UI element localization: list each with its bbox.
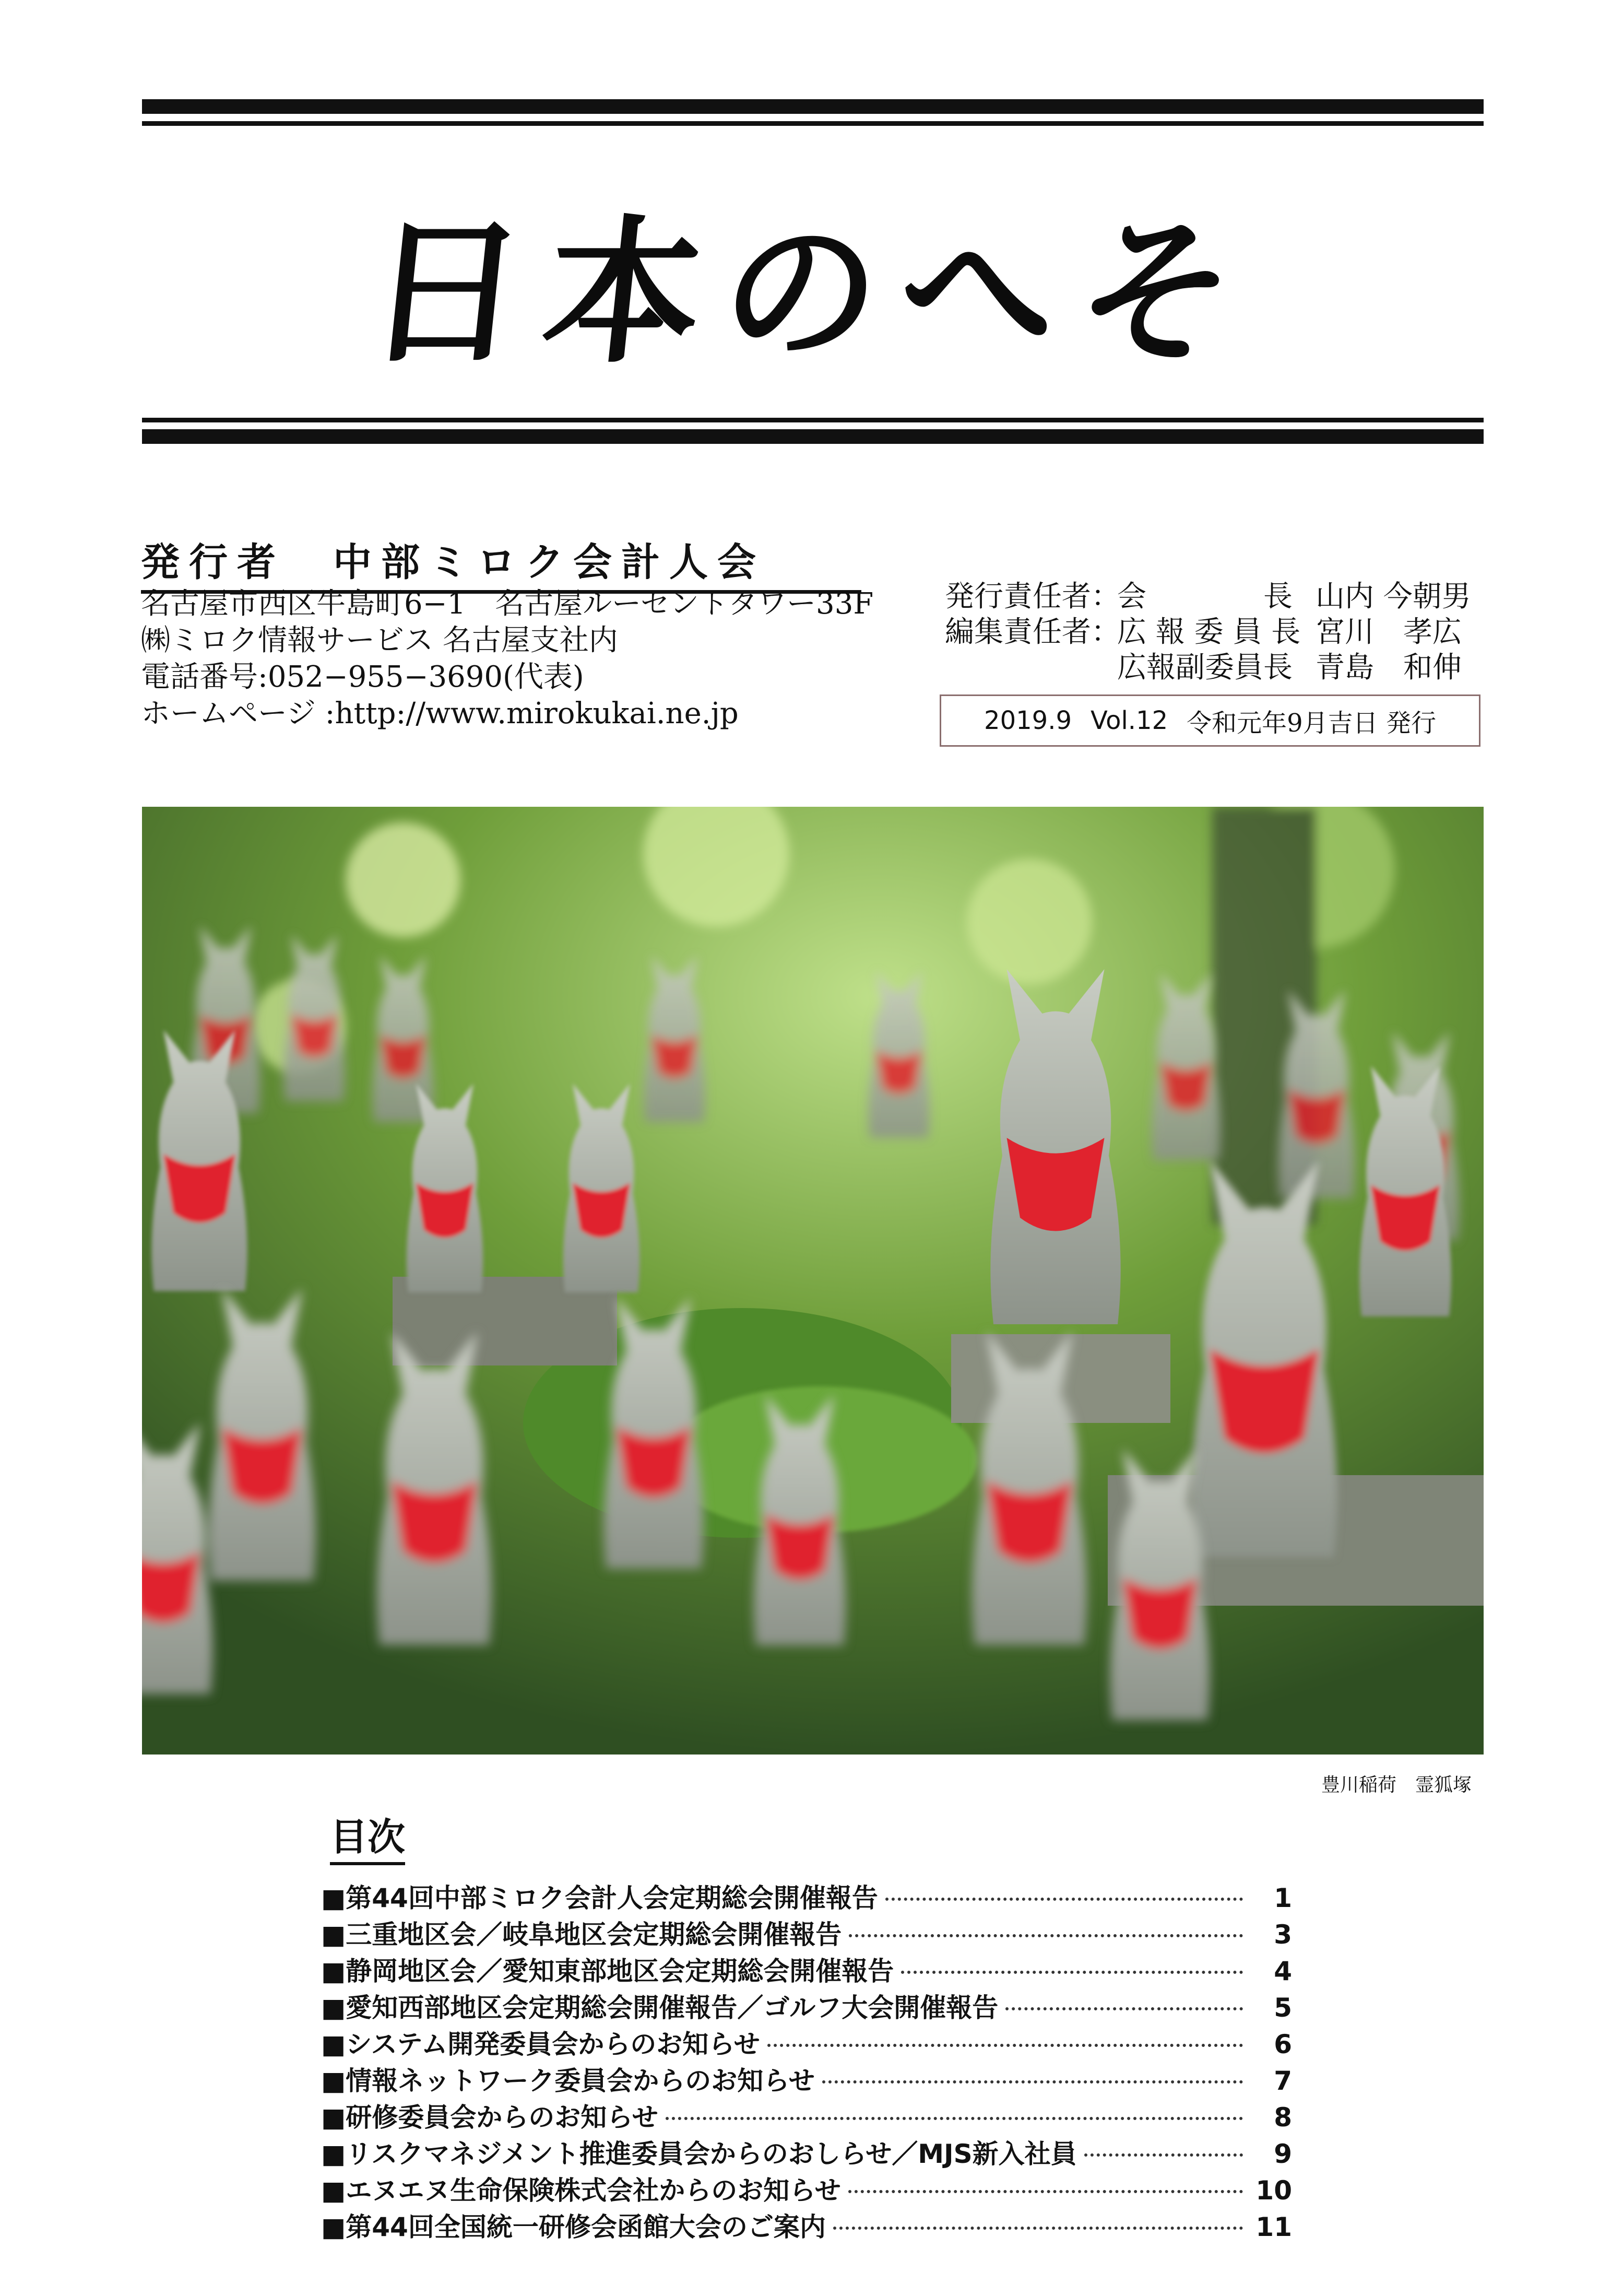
responsible-name: 宮川 孝広 xyxy=(1316,615,1462,649)
masthead-rule-top-thin xyxy=(142,121,1484,126)
toc-item-title: ■三重地区会／岐阜地区会定期総会開催報告 xyxy=(321,1920,842,1950)
masthead-rule-bottom-thick xyxy=(142,429,1484,444)
publisher-address: 名古屋市西区牛島町6−1 名古屋ルーセントタワー33F xyxy=(141,587,874,621)
toc-item-title: ■第44回中部ミロク会計人会定期総会開催報告 xyxy=(321,1883,878,1913)
publisher-heading: 発行者 中部ミロク会計人会 xyxy=(141,532,861,594)
toc-item[interactable] xyxy=(321,1914,1292,1950)
toc-item-page: 11 xyxy=(1255,2212,1292,2242)
responsible-label: 発行責任者： xyxy=(945,580,1120,614)
toc-item-page: 3 xyxy=(1274,1920,1292,1950)
toc-item[interactable] xyxy=(321,1987,1292,2023)
toc-item[interactable] xyxy=(321,2023,1292,2060)
toc-heading: 目次 xyxy=(330,1807,405,1865)
responsible-name: 山内 今朝男 xyxy=(1316,580,1471,614)
responsible-role: 広 報 委 員 長 xyxy=(1117,615,1301,649)
responsible-role: 会 長 xyxy=(1117,580,1293,614)
responsible-row-3 xyxy=(945,644,1462,686)
toc-item-title: ■研修委員会からのお知らせ xyxy=(321,2102,658,2133)
toc-leader xyxy=(1084,2153,1243,2157)
toc-item-page: 10 xyxy=(1255,2175,1292,2206)
fox-statues-illustration xyxy=(142,807,1484,1755)
toc-item-title: ■リスクマネジメント推進委員会からのおしらせ／MJS新入社員 xyxy=(321,2139,1077,2169)
toc-item-title: ■第44回全国統一研修会函館大会のご案内 xyxy=(321,2212,826,2242)
toc-leader xyxy=(885,1898,1243,1901)
toc-item[interactable] xyxy=(321,1877,1292,1914)
publisher-office: ㈱ミロク情報サービス 名古屋支社内 xyxy=(141,623,618,657)
toc-item-title: ■愛知西部地区会定期総会開催報告／ゴルフ大会開催報告 xyxy=(321,1993,999,2023)
toc-leader xyxy=(833,2227,1243,2230)
issue-issued: 令和元年9月吉日 発行 xyxy=(1187,708,1436,738)
responsible-name: 青島 和伸 xyxy=(1316,651,1462,685)
toc-list xyxy=(321,1877,1292,2243)
toc-leader xyxy=(848,2190,1243,2193)
toc-item-page: 9 xyxy=(1274,2139,1292,2169)
responsible-role: 広報副委員長 xyxy=(1117,651,1293,685)
toc-leader xyxy=(666,2117,1243,2120)
publisher-phone: 電話番号:052−955−3690(代表) xyxy=(141,660,584,694)
toc-item-title: ■システム開発委員会からのお知らせ xyxy=(321,2029,760,2059)
toc-item-page: 7 xyxy=(1274,2066,1292,2096)
toc-item-page: 4 xyxy=(1274,1956,1292,1986)
toc-item[interactable] xyxy=(321,2060,1292,2097)
toc-item-title: ■静岡地区会／愛知東部地区会定期総会開催報告 xyxy=(321,1956,894,1986)
toc-leader xyxy=(822,2080,1243,2083)
toc-leader xyxy=(901,1971,1243,1974)
issue-info-box xyxy=(940,694,1480,747)
toc-item-title: ■エヌエヌ生命保険株式会社からのお知らせ xyxy=(321,2175,841,2206)
publisher-homepage[interactable]: ホームページ :http://www.mirokukai.ne.jp xyxy=(141,697,739,731)
toc-item[interactable] xyxy=(321,1950,1292,1987)
toc-item-page: 6 xyxy=(1274,2029,1292,2059)
issue-date: 2019.9 xyxy=(984,706,1072,735)
photo-caption: 豊川稲荷 霊狐塚 xyxy=(1321,1774,1472,1796)
toc-item[interactable] xyxy=(321,2133,1292,2170)
issue-volume: Vol.12 xyxy=(1090,706,1168,735)
toc-item-title: ■情報ネットワーク委員会からのお知らせ xyxy=(321,2066,815,2096)
masthead-rule-top-thick xyxy=(142,99,1484,114)
toc-leader xyxy=(849,1934,1243,1937)
masthead-rule-bottom-thin xyxy=(142,418,1484,422)
toc-item-page: 8 xyxy=(1274,2102,1292,2133)
magazine-title: 日本のへそ xyxy=(358,199,1265,384)
responsible-label: 編集責任者： xyxy=(945,615,1120,649)
toc-item[interactable] xyxy=(321,2206,1292,2243)
toc-item[interactable] xyxy=(321,2170,1292,2206)
toc-item[interactable] xyxy=(321,2097,1292,2133)
toc-leader xyxy=(767,2044,1243,2047)
toc-item-page: 5 xyxy=(1274,1993,1292,2023)
cover-photo xyxy=(142,807,1484,1755)
toc-item-page: 1 xyxy=(1274,1883,1292,1913)
toc-leader xyxy=(1005,2007,1243,2010)
